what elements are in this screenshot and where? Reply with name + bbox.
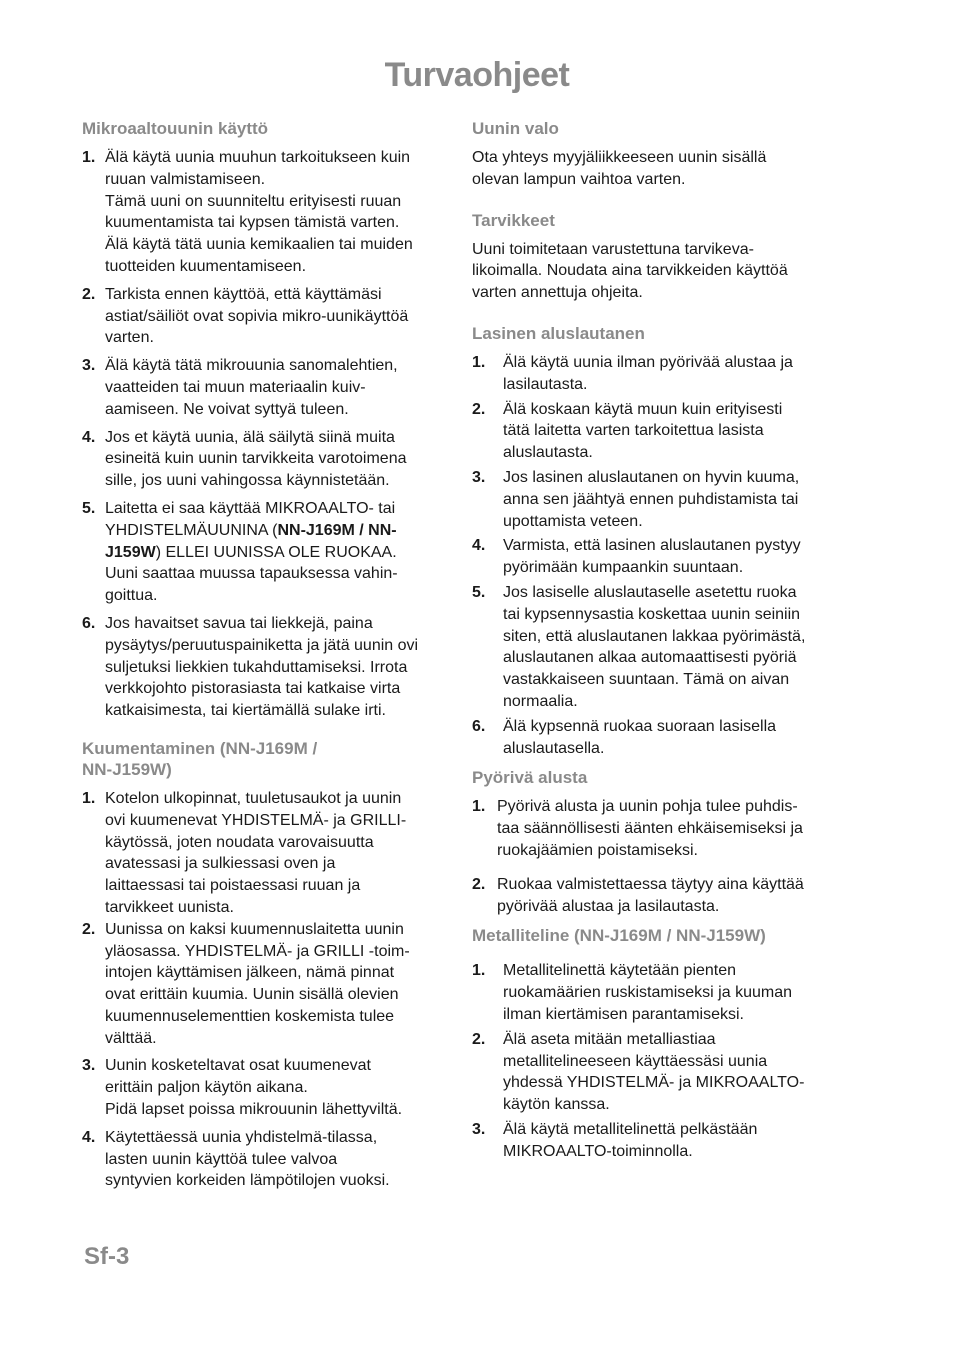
section-heading: Tarvikkeet	[472, 210, 555, 230]
item-text-line: Älä käytä tätä mikrouunia sanomalehtien,	[105, 357, 398, 375]
item-text-line: Uunissa on kaksi kuumennuslaitetta uunin	[105, 920, 404, 938]
section-heading	[82, 738, 450, 780]
item-text-line: Ruokaa valmistettaessa täytyy aina käyttää	[497, 875, 804, 893]
item-text-line: Uunin kosketeltavat osat kuumenevat	[105, 1057, 371, 1075]
section-lasinen-aluslautanen	[472, 323, 842, 759]
item-text-line: pyörimään kumpaankin suuntaan.	[503, 559, 744, 577]
item-text-line: aluslautasta.	[503, 444, 593, 462]
item-number: 1.	[82, 789, 96, 807]
item-number: 2.	[82, 920, 96, 938]
item-text-line: aluslautasella.	[503, 739, 605, 757]
list-item	[82, 147, 450, 278]
item-number: 4.	[82, 1128, 96, 1146]
item-text-line: Jos havaitset savua tai liekkejä, paina	[105, 614, 373, 632]
list-item	[472, 796, 842, 861]
list-item	[82, 284, 450, 349]
item-text-line: aamiseen. Ne voivat syttyä tuleen.	[105, 400, 349, 418]
item-text-line: suljetuksi liekkien tukahduttamiseksi. Irrota	[105, 658, 408, 676]
right-column	[472, 118, 842, 1168]
item-text-line: ruokajäämien poistamiseksi.	[497, 841, 698, 859]
item-text-line: tuotteiden kuumentamiseen.	[105, 257, 307, 275]
item-text-line: metallitelineeseen käyttäessäsi uunia	[503, 1052, 768, 1070]
item-text-line: Älä kypsennä ruokaa suoraan lasisella	[503, 717, 777, 735]
item-text-line: pysäytys/peruutuspainiketta ja jätä uunin ovi	[105, 636, 419, 654]
paragraph-line: varten annettuja ohjeita.	[472, 284, 643, 302]
item-text-line: katkaisimesta, tai kiertämällä sulake irti.	[105, 702, 386, 720]
item-text-line: välttää.	[105, 1029, 157, 1047]
item-text-line: tarvikkeet uunista.	[105, 898, 234, 916]
model-number-text: NN-J169M / NN-	[277, 521, 397, 539]
item-text-line: pyörivää alustaa ja lasilautasta.	[497, 897, 720, 915]
item-text-line: intojen käyttämisen jälkeen, nämä pinnat	[105, 964, 395, 982]
item-text-line: Pyörivä alusta ja uunin pohja tulee puhdis-	[497, 798, 798, 816]
item-text-line: Jos et käytä uunia, älä säilytä siinä muita	[105, 428, 395, 446]
list-item	[472, 960, 842, 1025]
item-text-segment: YHDISTELMÄUUNINA (	[105, 521, 278, 539]
item-text-line: tätä laitetta varten tarkoitettua lasista	[503, 422, 764, 440]
item-text-line	[105, 520, 450, 542]
item-text-line: vastakkaiseen suuntaan. Tämä on aivan	[503, 671, 790, 689]
section-heading: Uunin valo	[472, 119, 559, 138]
item-text-line: Varmista, että lasinen aluslautanen pystyy	[503, 537, 801, 555]
item-number: 1.	[472, 962, 486, 980]
numbered-list	[82, 788, 450, 1192]
item-text-line: lasten uunin käyttöä tulee valvoa	[105, 1150, 338, 1168]
list-item	[82, 355, 450, 420]
section-paragraph	[472, 147, 842, 191]
item-number: 1.	[472, 353, 486, 371]
item-text-line: vaatteiden tai muun materiaalin kuiv-	[105, 378, 366, 396]
item-text-line: Käytettäessä uunia yhdistelmä-tilassa,	[105, 1128, 378, 1146]
section-heading: Metalliteline (NN-J169M / NN-J159W)	[472, 926, 766, 946]
section-heading: Pyörivä alusta	[472, 768, 588, 788]
item-number: 2.	[472, 400, 486, 418]
list-item	[472, 535, 842, 579]
list-item	[82, 613, 450, 722]
item-text-line: upottamista veteen.	[503, 512, 643, 530]
model-number-text: J159W	[105, 543, 156, 561]
item-text-line: ilman kiertämisen parantamiseksi.	[503, 1005, 744, 1023]
item-number: 2.	[472, 1030, 486, 1048]
item-text-line: Älä käytä uunia ilman pyörivää alustaa ja	[503, 353, 793, 371]
item-text-line: esineitä kuin uunin tarvikkeita varotoimena	[105, 450, 407, 468]
item-text-line: kuumentamista tai kypsen tämistä varten.	[105, 214, 400, 232]
section-mikroaaltouunin-kaytto	[82, 118, 450, 722]
item-text-line: MIKROAALTO-toiminnolla.	[503, 1142, 693, 1160]
item-text-line: syntyvien korkeiden lämpötilojen vuoksi.	[105, 1172, 390, 1190]
item-number: 5.	[82, 499, 96, 517]
item-text-line: astiat/säiliöt ovat sopivia mikro-uunikäyttöä	[105, 307, 409, 325]
item-text-line: ruuan valmistamiseen.	[105, 170, 266, 188]
list-item	[472, 399, 842, 464]
list-item	[472, 716, 842, 760]
item-number: 6.	[472, 717, 486, 735]
section-uunin-valo	[472, 118, 842, 191]
item-number: 3.	[82, 357, 96, 375]
page-number: Sf-3	[84, 1243, 130, 1270]
item-text-line: ruokamäärien ruskistamiseksi ja kuuman	[503, 984, 792, 1002]
item-text-line: goittua.	[105, 587, 158, 605]
item-number: 1.	[82, 149, 96, 166]
list-item	[82, 1127, 450, 1192]
page-title: Turvaohjeet	[384, 56, 570, 94]
list-item	[82, 788, 450, 919]
list-item	[472, 874, 842, 918]
heading-line: Kuumentaminen (NN-J169M /	[82, 738, 318, 758]
item-text-line: Uuni saattaa muussa tapauksessa vahin-	[105, 565, 398, 583]
section-heading: Lasinen aluslautanen	[472, 323, 645, 343]
item-text-line: sille, jos uuni vahingossa käynnistetään.	[105, 472, 390, 490]
item-text-line: verkkojohto pistorasiasta tai katkaise virta	[105, 680, 401, 698]
item-text-line: käytössä, joten noudata varovaisuutta	[105, 833, 374, 851]
item-text-line: ovi kuumenevat YHDISTELMÄ- ja GRILLI-	[105, 811, 407, 829]
paragraph-line: likoimalla. Noudata aina tarvikkeiden käyttöä	[472, 262, 788, 280]
item-number: 3.	[472, 468, 486, 486]
paragraph-line: Uuni toimitetaan varustettuna tarvikeva-	[472, 240, 754, 258]
item-number: 3.	[82, 1057, 96, 1075]
list-item	[82, 498, 450, 607]
item-text-line: Älä käytä uunia muuhun tarkoitukseen kuin	[105, 149, 411, 166]
section-heading: Mikroaaltouunin käyttö	[82, 119, 269, 138]
item-text-line: normaalia.	[503, 692, 578, 710]
item-text-line: Älä käytä tätä uunia kemikaalien tai muiden	[105, 236, 413, 254]
list-item	[472, 1119, 842, 1163]
item-text-line: siten, että aluslautanen lakkaa pyörimästä,	[503, 627, 806, 645]
list-item	[472, 582, 842, 713]
item-text-line: anna sen jäähtyä ennen puhdistamista tai	[503, 490, 799, 508]
paragraph-line: Ota yhteys myyjäliikkeeseen uunin sisällä	[472, 149, 767, 166]
paragraph-line: olevan lampun vaihtoa varten.	[472, 170, 686, 188]
list-item	[82, 1055, 450, 1120]
item-text-line: laittaessasi tai poistaessasi ruuan ja	[105, 877, 361, 895]
item-text-line: Tarkista ennen käyttöä, että käyttämäsi	[105, 285, 382, 303]
heading-line: NN-J159W)	[82, 759, 172, 779]
item-number: 6.	[82, 614, 96, 632]
item-number: 4.	[472, 537, 486, 555]
item-text-line: käytön kanssa.	[503, 1096, 610, 1114]
item-text-line: Älä koskaan käytä muun kuin erityisesti	[503, 400, 783, 418]
item-text-line: Jos lasinen aluslautanen on hyvin kuuma,	[503, 468, 800, 486]
list-item	[472, 1029, 842, 1116]
item-text-line: taa säännöllisesti äänten ehkäisemiseksi ja	[497, 820, 803, 838]
numbered-list	[82, 147, 450, 722]
item-number: 1.	[472, 798, 486, 816]
section-pyoriva-alusta	[472, 767, 842, 917]
numbered-list	[472, 960, 842, 1162]
item-text-line: kuumennuselementtien koskemista tulee	[105, 1007, 395, 1025]
section-tarvikkeet	[472, 210, 842, 304]
item-text-line: Älä aseta mitään metalliastiaa	[503, 1030, 716, 1048]
item-number: 2.	[472, 875, 486, 893]
section-kuumentaminen	[82, 738, 450, 1192]
item-text-line: yläosassa. YHDISTELMÄ- ja GRILLI -toim-	[105, 942, 410, 960]
numbered-list	[472, 352, 842, 759]
item-number: 4.	[82, 428, 96, 446]
item-text-line: Metallitelinettä käytetään pienten	[503, 962, 737, 980]
item-number: 3.	[472, 1120, 486, 1138]
list-item	[472, 352, 842, 396]
item-text-segment: ) ELLEI UUNISSA OLE RUOKAA.	[155, 543, 397, 561]
item-text-line: avatessasi ja sulkiessasi oven ja	[105, 855, 336, 873]
item-text-line: Tämä uuni on suunniteltu erityisesti ruuan	[105, 192, 402, 210]
item-text-line: Jos lasiselle aluslautaselle asetettu ruoka	[503, 583, 797, 601]
item-text-line: Älä käytä metallitelinettä pelkästään	[503, 1120, 758, 1138]
list-item	[82, 919, 450, 1050]
item-text-line	[105, 542, 450, 564]
item-text-line: yhdessä YHDISTELMÄ- ja MIKROAALTO-	[503, 1074, 805, 1092]
item-text-line: Laitetta ei saa käyttää MIKROAALTO- tai	[105, 499, 396, 517]
numbered-list	[472, 796, 842, 917]
item-text-line: aluslautanen alkaa automaattisesti pyöriä	[503, 649, 797, 667]
item-text-line: varten.	[105, 329, 154, 347]
item-text-line: ovat erittäin kuumia. Uunin sisällä olevien	[105, 986, 399, 1004]
list-item	[82, 427, 450, 492]
section-paragraph	[472, 239, 842, 304]
item-text-line: Pidä lapset poissa mikrouunin lähettyviltä.	[105, 1101, 403, 1119]
item-number: 5.	[472, 583, 486, 601]
item-text-line: tai kypsennysastia koskettaa uunin seiniin	[503, 605, 801, 623]
item-text-line: Kotelon ulkopinnat, tuuletusaukot ja uunin	[105, 789, 402, 807]
item-number: 2.	[82, 285, 96, 303]
left-column	[82, 118, 450, 1198]
item-text-line: lasilautasta.	[503, 375, 588, 393]
section-metalliteline	[472, 925, 842, 1162]
list-item	[472, 467, 842, 532]
item-text-line: erittäin paljon käytön aikana.	[105, 1079, 308, 1097]
